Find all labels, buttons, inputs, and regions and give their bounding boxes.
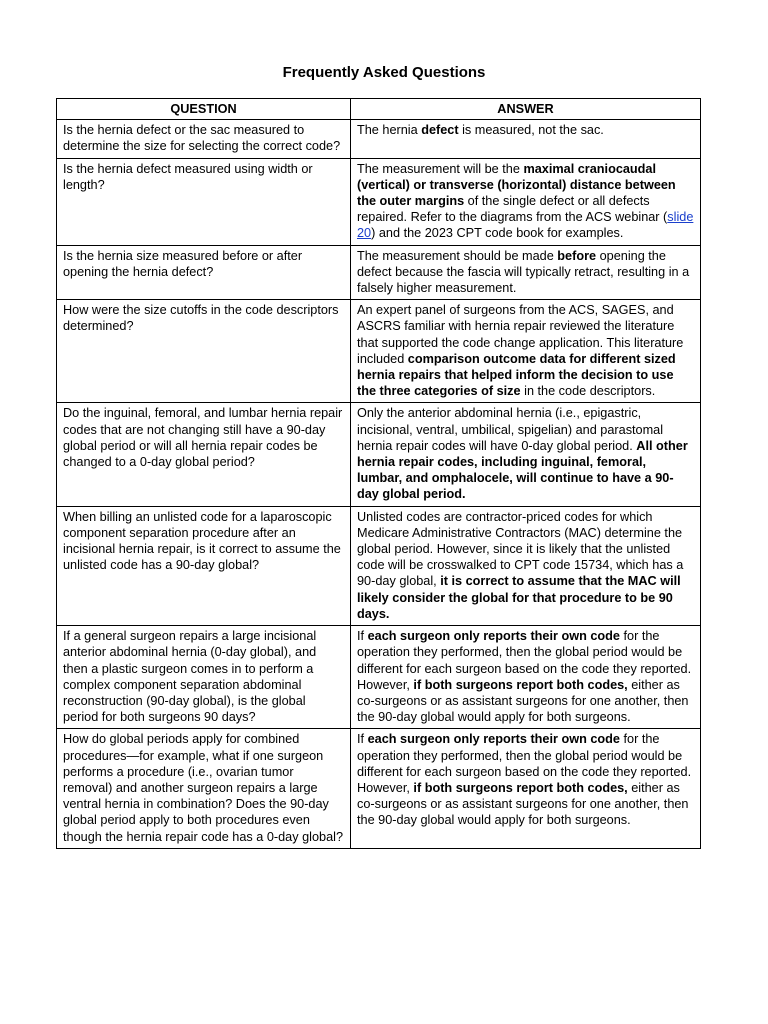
- faq-table: [56, 98, 701, 849]
- table-row: [57, 158, 701, 245]
- answer-bold-text: each surgeon only reports their own code: [367, 732, 620, 747]
- slide-20-link[interactable]: slide 20: [357, 210, 694, 241]
- answer-bold-text: if both surgeons report both codes,: [413, 677, 628, 692]
- question-cell: How do global periods apply for combined procedures—for example, what if one surgeon performs a procedure (i.e., ovarian tumor removal) and another surgeon repairs a large ventral hernia in combination? Does the 90-day global period apply to both procedures even though the hernia repair code has a 0-day global?: [57, 729, 351, 848]
- question-cell: Is the hernia defect measured using width or length?: [57, 158, 351, 245]
- answer-text: ) and the 2023 CPT code book for examples.: [371, 226, 624, 241]
- table-row: [57, 300, 701, 403]
- answer-text: Only the anterior abdominal hernia (i.e., epigastric, incisional, ventral, umbilical, spigelian) and parastomal hernia repair codes will have 0-day global period.: [357, 406, 664, 453]
- answer-cell: [351, 158, 701, 245]
- table-header-row: [57, 99, 701, 120]
- answer-cell: [351, 300, 701, 403]
- table-row: [57, 245, 701, 300]
- table-row: [57, 403, 701, 506]
- answer-text: either as co-surgeons or as assistant surgeons for one another, then the 90-day global would apply for both surgeons.: [357, 677, 689, 725]
- answer-bold-text: each surgeon only reports their own code: [367, 629, 620, 644]
- answer-text: is measured, not the sac.: [458, 123, 604, 138]
- page-title: Frequently Asked Questions: [282, 64, 486, 81]
- answer-cell: [351, 729, 701, 848]
- answer-text: If: [357, 629, 368, 644]
- faq-table-body: [57, 120, 701, 849]
- answer-cell: [351, 506, 701, 625]
- question-cell: Do the inguinal, femoral, and lumbar hernia repair codes that are not changing still have a 90-day global period or will all hernia repair codes be changed to a 0-day global period?: [57, 403, 351, 506]
- answer-cell: [351, 245, 701, 300]
- answer-column-header: ANSWER: [351, 99, 701, 120]
- answer-bold-text: defect: [421, 123, 459, 138]
- question-cell: Is the hernia size measured before or after opening the hernia defect?: [57, 245, 351, 300]
- answer-text: in the code descriptors.: [520, 384, 656, 399]
- answer-bold-text: comparison outcome data for different sized hernia repairs that helped inform the decision to use the three categories of size: [357, 351, 676, 399]
- answer-cell: [351, 403, 701, 506]
- table-row: [57, 506, 701, 625]
- question-cell: Is the hernia defect or the sac measured to determine the size for selecting the correct code?: [57, 120, 351, 158]
- answer-text: The measurement will be the: [357, 161, 524, 176]
- answer-cell: [351, 120, 701, 158]
- answer-text: either as co-surgeons or as assistant surgeons for one another, then the 90-day global would apply for both surgeons.: [357, 780, 689, 828]
- question-cell: If a general surgeon repairs a large incisional anterior abdominal hernia (0-day global), and then a plastic surgeon comes in to perform a complex component separation abdominal reconstruction (90-day global), is the global period for both surgeons 90 days?: [57, 626, 351, 729]
- answer-bold-text: if both surgeons report both codes,: [413, 780, 628, 795]
- answer-text: of the single defect or all defects repaired. Refer to the diagrams from the ACS webinar (: [357, 194, 668, 225]
- answer-cell: [351, 626, 701, 729]
- table-row: [57, 626, 701, 729]
- question-cell: When billing an unlisted code for a laparoscopic component separation procedure after an incisional hernia repair, is it correct to assume the unlisted code has a 90-day global?: [57, 506, 351, 625]
- answer-bold-text: it is correct to assume that the MAC will likely consider the global for that procedure to be 90 days.: [357, 574, 681, 621]
- question-column-header: QUESTION: [57, 99, 351, 120]
- table-row: [57, 729, 701, 848]
- question-cell: How were the size cutoffs in the code descriptors determined?: [57, 300, 351, 403]
- answer-bold-text: before: [557, 248, 597, 263]
- answer-bold-text: All other hernia repair codes, including inguinal, femoral, lumbar, and omphalocele, will continue to have a 90-day global period.: [357, 438, 688, 502]
- answer-text: An expert panel of surgeons from the ACS, SAGES, and ASCRS familiar with hernia repair reviewed the literature that supported the code change application. This literature included: [357, 303, 684, 366]
- answer-text: Unlisted codes are contractor-priced codes for which Medicare Administrative Contractors (MAC) determine the global period. However, since it is likely that the unlisted code will be crosswalked to CPT code 15734, which has a 90-day global,: [357, 509, 684, 589]
- answer-text: The measurement should be made: [357, 248, 558, 263]
- answer-bold-text: maximal craniocaudal (vertical) or transverse (horizontal) distance between the outer margins: [357, 161, 676, 209]
- answer-text: If: [357, 732, 368, 747]
- answer-text: for the operation they performed, then the global period would be different for each surgeon based on the code they reported. However,: [357, 629, 692, 692]
- answer-text: The hernia: [357, 123, 422, 138]
- answer-text: opening the defect because the fascia will typically retract, resulting in a falsely higher measurement.: [357, 248, 690, 296]
- answer-text: for the operation they performed, then the global period would be different for each surgeon based on the code they reported. However,: [357, 732, 692, 795]
- table-row: [57, 120, 701, 158]
